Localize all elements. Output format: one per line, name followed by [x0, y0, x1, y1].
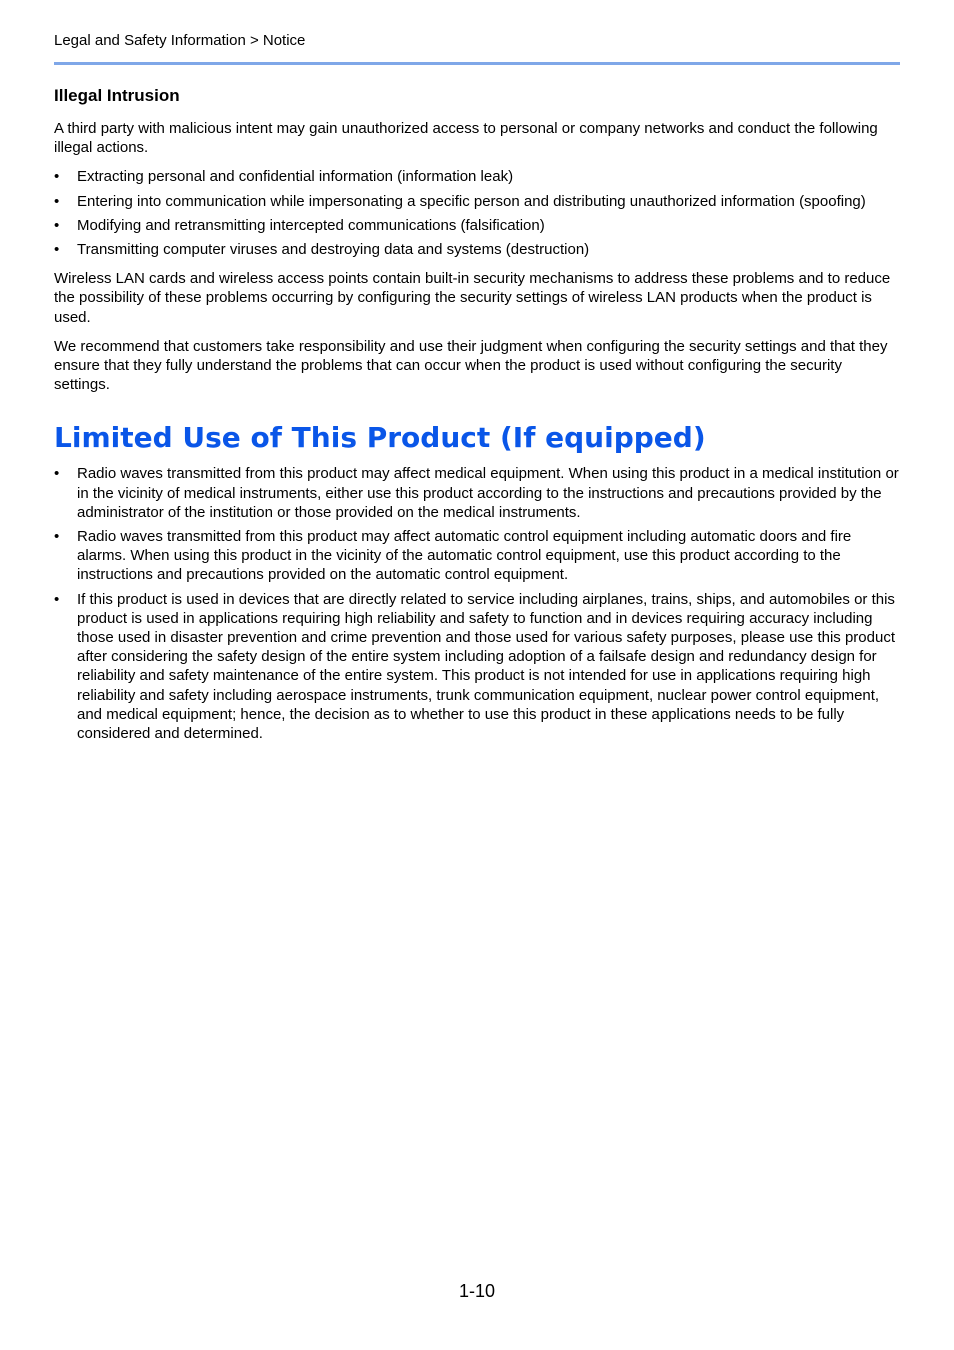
security-mechanisms-paragraph: Wireless LAN cards and wireless access points contain built-in security mechanisms to address these problems and to reduce the possibility of these problems occurring by configuring the security settings of wireless LAN products when the product is used. — [54, 270, 891, 326]
list-item-text: Radio waves transmitted from this product may affect automatic control equipment including automatic doors and fire alarms. When using this product in the vicinity of the automatic control equipment, use this product according to the instructions and precautions provided on the automatic control equipment. — [77, 528, 852, 584]
page-content — [54, 86, 900, 753]
list-item — [54, 240, 900, 259]
header-divider — [54, 62, 900, 65]
limited-use-list — [54, 464, 900, 743]
list-item — [54, 216, 900, 235]
section-heading-illegal-intrusion: Illegal Intrusion — [54, 86, 180, 105]
bullet-icon: • — [54, 192, 60, 210]
bullet-icon: • — [54, 241, 60, 259]
list-item — [54, 590, 900, 744]
list-item-text: Extracting personal and confidential information (information leak) — [77, 168, 514, 186]
list-item-text: Transmitting computer viruses and destroying data and systems (destruction) — [77, 241, 590, 259]
bullet-icon: • — [54, 528, 60, 546]
list-item — [54, 167, 900, 186]
list-item-text: If this product is used in devices that are directly related to service including airplanes, trains, ships, and automobiles or this product is used in applications requiring high reliability and safety to function and in devices requiring accuracy including those used in disaster prevention and crime prevention and those used for various safety purposes, please use this product after considering the safety design of the entire system including adoption of a failsafe design and redundancy design for reliability and safety maintenance of the entire system. This product is not intended for use in applications requiring high reliability and safety including aerospace instruments, trunk communication equipment, nuclear power control equipment, and medical equipment; hence, the decision as to whether to use this product in these applications needs to be fully considered and determined. — [77, 590, 895, 743]
recommendation-paragraph: We recommend that customers take responsibility and use their judgment when configuring the security settings and that they ensure that they fully understand the problems that can occur when the product is used without configuring the security settings. — [54, 337, 888, 394]
bullet-icon: • — [54, 465, 60, 483]
breadcrumb: Legal and Safety Information > Notice — [54, 32, 306, 49]
intro-paragraph: A third party with malicious intent may gain unauthorized access to personal or company networks and conduct the following illegal actions. — [54, 120, 878, 157]
illegal-actions-list — [54, 167, 900, 259]
list-item-text: Modifying and retransmitting intercepted communications (falsification) — [77, 216, 545, 234]
section-title-limited-use: Limited Use of This Product (If equipped) — [54, 421, 706, 455]
list-item — [54, 464, 900, 522]
list-item-text: Radio waves transmitted from this product may affect medical equipment. When using this product in a medical institution or in the vicinity of medical instruments, either use this product according to the instructions and precautions provided by the administrator of the institution or those provided on the medical instruments. — [77, 465, 899, 521]
bullet-icon: • — [54, 216, 60, 234]
bullet-icon: • — [54, 590, 60, 608]
list-item — [54, 527, 900, 585]
page-number: 1-10 — [458, 1281, 496, 1301]
list-item-text: Entering into communication while impersonating a specific person and distributing unauthorized information (spoofing) — [77, 192, 866, 210]
list-item — [54, 192, 900, 211]
bullet-icon: • — [54, 168, 60, 186]
